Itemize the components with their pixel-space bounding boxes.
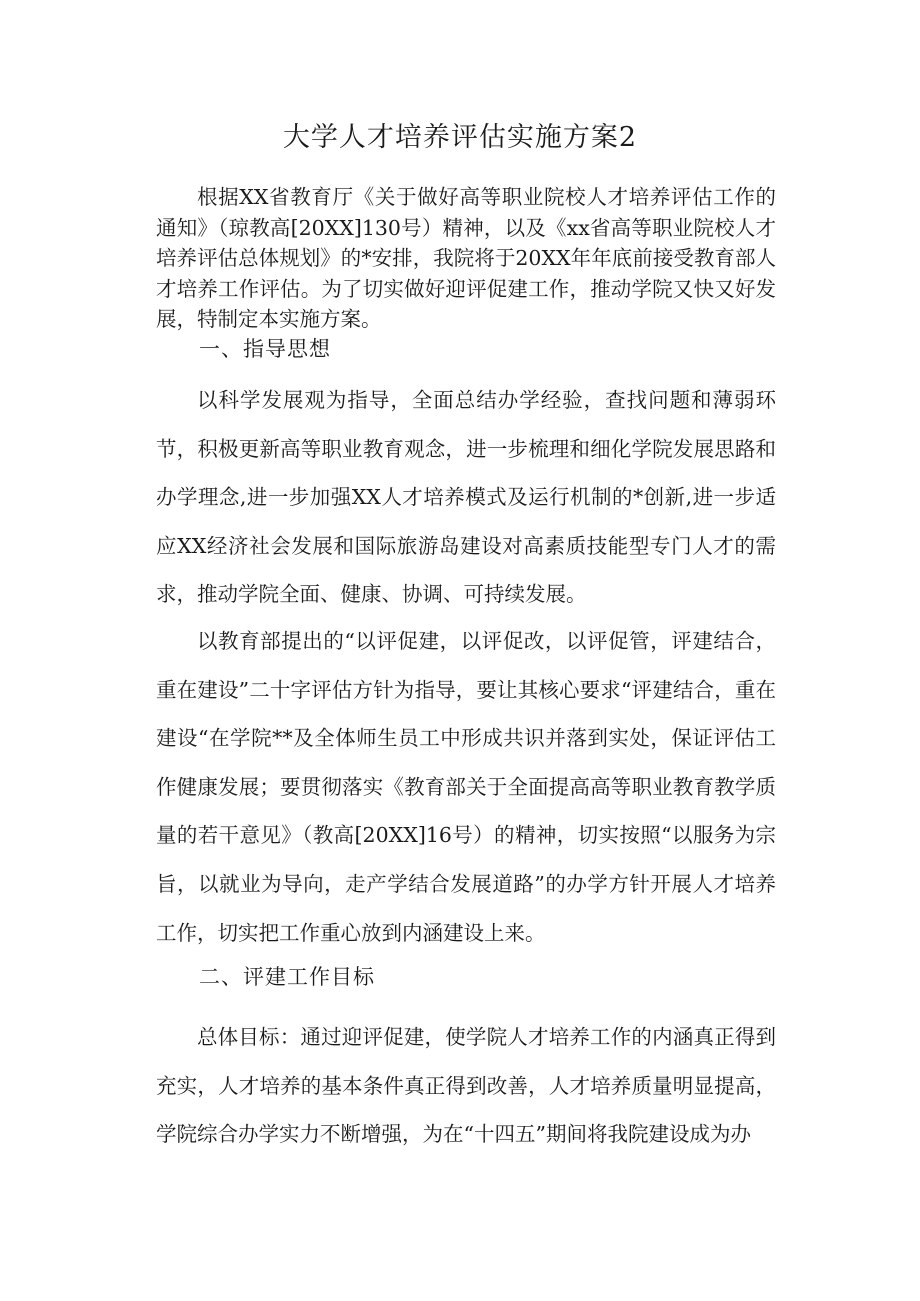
section-heading-evaluation-goals: 二、评建工作目标 <box>199 965 375 989</box>
section1-paragraph-2: 以教育部提出的“以评促建，以评促改，以评促管，评建结合，重在建设”二十字评估方针为指导，要让其核心要求“评建结合，重在建设“在学院**及全体师生员工中形成共识并落到实处，保证评估工作健康发展；要贯彻落实《教育部关于全面提高高等职业教育教学质量的若干意见》（教高[20XX]16号）的精神，切实按照“以服务为宗旨，以就业为导向，走产学结合发展道路”的办学方针开展人才培养工作，切实把工作重心放到内涵建设上来。 <box>156 629 776 945</box>
document-title: 大学人才培养评估实施方案2 <box>282 122 638 153</box>
section1-paragraph-1: 以科学发展观为指导，全面总结办学经验，查找问题和薄弱环节，积极更新高等职业教育观念，进一步梳理和细化学院发展思路和办学理念,进一步加强XX人才培养模式及运行机制的*创新,进一步适应XX经济社会发展和国际旅游岛建设对高素质技能型专门人才的需求，推动学院全面、健康、协调、可持续发展。 <box>156 388 776 607</box>
intro-paragraph: 根据XX省教育厅《关于做好高等职业院校人才培养评估工作的通知》（琼教高[20XX]130号）精神，以及《xx省高等职业院校人才培养评估总体规划》的*安排，我院将于20XX年年底前接受教育部人才培养工作评估。为了切实做好迎评促建工作，推动学院又快又好发展，特制定本实施方案。 <box>156 185 776 331</box>
section-heading-guiding-ideology: 一、指导思想 <box>199 337 331 361</box>
section2-paragraph-1: 总体目标：通过迎评促建，使学院人才培养工作的内涵真正得到充实，人才培养的基本条件真正得到改善，人才培养质量明显提高，学院综合办学实力不断增强，为在“十四五”期间将我院建设成为办 <box>156 1025 776 1147</box>
